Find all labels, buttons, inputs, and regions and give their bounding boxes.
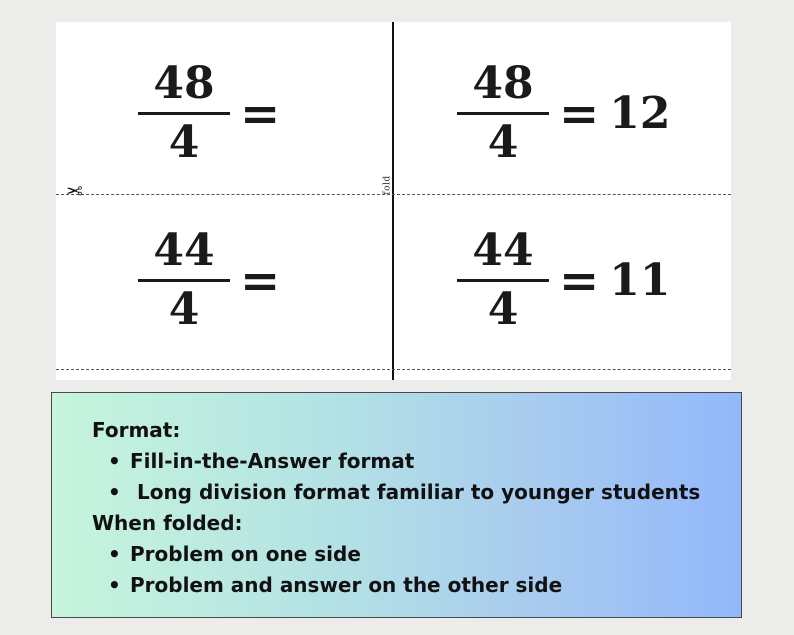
card-back-2: [457, 225, 670, 336]
list-item: • Problem on one side: [130, 539, 741, 570]
list-item: • Long division format familiar to younger students: [130, 477, 741, 508]
card-front-2: [138, 225, 290, 336]
answer: 11: [609, 254, 671, 306]
numerator: 48: [472, 58, 534, 109]
denominator: 4: [168, 284, 200, 335]
denominator: 4: [487, 117, 519, 168]
fraction: [457, 58, 549, 169]
numerator: 44: [472, 225, 534, 276]
cut-line-middle: [56, 194, 731, 195]
denominator: 4: [487, 284, 519, 335]
fold-label: fold: [382, 175, 393, 195]
list-item: • Fill-in-the-Answer format: [130, 446, 741, 477]
list-item: • Problem and answer on the other side: [130, 570, 741, 601]
fraction-bar: [138, 112, 230, 115]
scissors-icon: ✂: [66, 179, 83, 203]
denominator: 4: [168, 117, 200, 168]
flash-card-sheet: [56, 22, 731, 380]
card-front-1: [138, 58, 290, 169]
format-list: [92, 446, 741, 508]
fraction: [138, 225, 230, 336]
fraction-bar: [138, 279, 230, 282]
answer: 12: [609, 87, 671, 139]
equals-sign: =: [240, 252, 281, 309]
equals-sign: =: [240, 85, 281, 142]
fraction-bar: [457, 112, 549, 115]
fraction: [457, 225, 549, 336]
folded-heading: When folded:: [92, 511, 243, 535]
folded-list: [92, 539, 741, 601]
numerator: 48: [153, 58, 215, 109]
equals-sign: =: [559, 252, 600, 309]
cut-line-bottom: [56, 369, 731, 370]
card-back-1: [457, 58, 670, 169]
fold-line: [392, 22, 394, 380]
info-box: [51, 392, 742, 618]
fraction-bar: [457, 279, 549, 282]
fraction: [138, 58, 230, 169]
numerator: 44: [153, 225, 215, 276]
equals-sign: =: [559, 85, 600, 142]
format-heading: Format:: [92, 418, 181, 442]
